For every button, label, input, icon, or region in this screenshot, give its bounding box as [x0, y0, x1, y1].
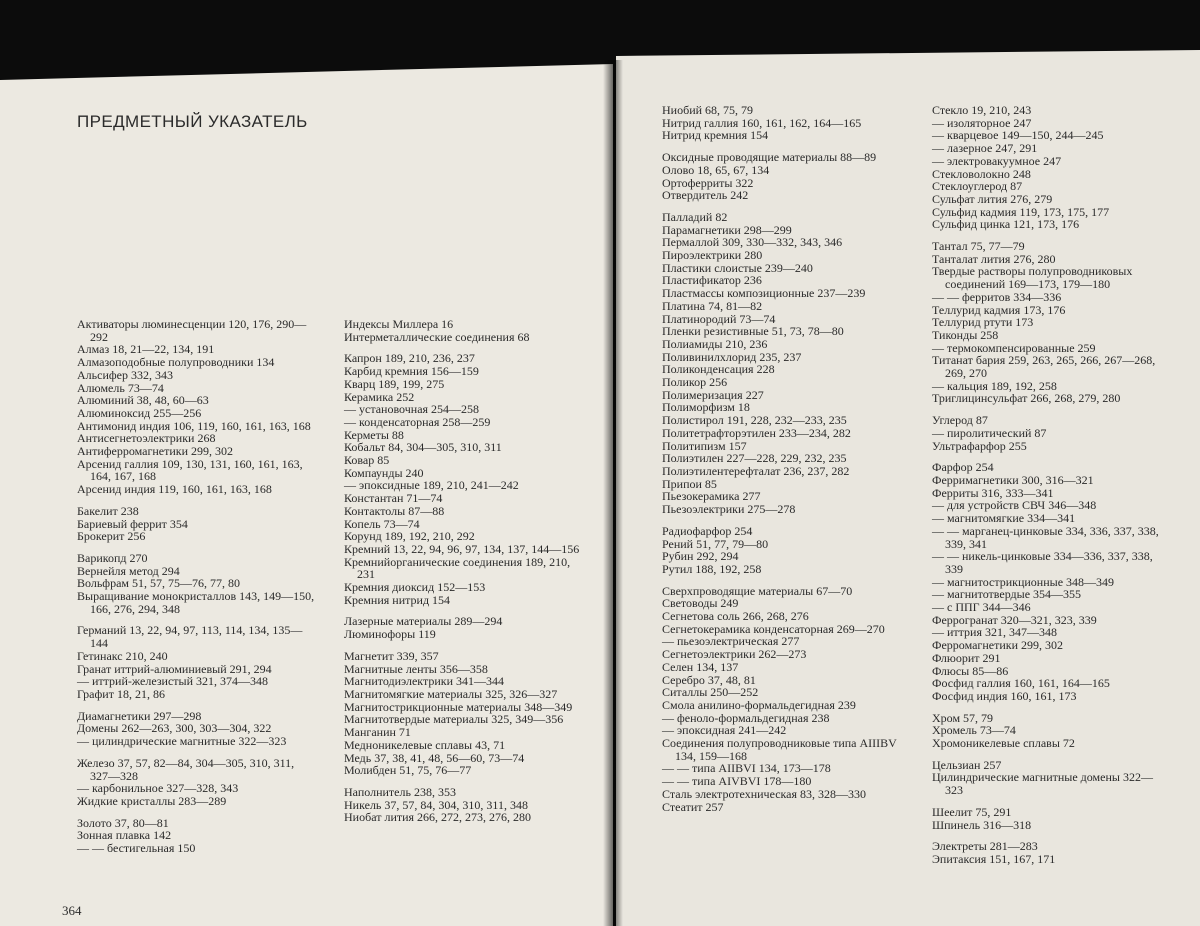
index-entry: — карбонильное 327—328, 343: [77, 781, 239, 796]
index-entry: Индексы Миллера 16: [344, 317, 454, 331]
index-entry: Стеатит 257: [662, 799, 724, 814]
index-entry: Теллурид кадмия 173, 176: [932, 302, 1066, 317]
index-entry: Ферриты 316, 333—341: [932, 485, 1054, 500]
index-entry: Цилиндрические магнитные домены 322—323: [932, 770, 1153, 798]
index-entry: Шпинель 316—318: [932, 817, 1032, 832]
index-entry: Ортоферриты 322: [662, 175, 754, 190]
index-letter-group: [662, 525, 898, 576]
index-entry: Домены 262—263, 300, 303—304, 322: [77, 721, 272, 736]
index-entry: Кремния диоксид 152—153: [344, 580, 486, 595]
index-column-2: [344, 318, 580, 824]
index-entry: Диамагнетики 297—298: [77, 708, 202, 723]
index-entry: Молибден 51, 75, 76—77: [344, 763, 472, 778]
index-entry: — иттрия 321, 347—348: [932, 625, 1057, 640]
index-entry: Магнитострикционные материалы 348—349: [344, 699, 573, 714]
index-entry: Теллурид ртути 173: [932, 315, 1034, 330]
index-entry: Полиамиды 210, 236: [662, 336, 768, 351]
index-entry: — кварцевое 149—150, 244—245: [932, 128, 1104, 143]
index-letter-group: [77, 318, 315, 496]
index-entry: — — типа AIVBVI 178—180: [662, 774, 812, 789]
index-entry: Ферримагнетики 300, 316—321: [932, 472, 1094, 487]
index-letter-group: [662, 585, 898, 814]
index-entry: Ковар 85: [344, 453, 390, 468]
index-entry: Пироэлектрики 280: [662, 248, 763, 263]
index-entry: — — марганец-цинковые 334, 336, 337, 338, 339, 341: [932, 523, 1159, 551]
index-entry: Эпитаксия 151, 167, 171: [932, 851, 1056, 866]
index-entry: Арсенид индия 119, 160, 161, 163, 168: [77, 482, 272, 497]
index-entry: Парамагнетики 298—299: [662, 222, 792, 237]
index-entry: Сульфид кадмия 119, 173, 175, 177: [932, 204, 1110, 219]
index-entry: Рутил 188, 192, 258: [662, 561, 762, 576]
index-entry: Нитрид галлия 160, 161, 162, 164—165: [662, 115, 862, 130]
index-entry: Сегнетова соль 266, 268, 276: [662, 609, 809, 624]
index-entry: Варикопд 270: [77, 550, 148, 565]
index-entry: Триглицинсульфат 266, 268, 279, 280: [932, 391, 1121, 406]
index-entry: Алмазоподобные полупроводники 134: [77, 355, 275, 370]
index-entry: Фарфор 254: [932, 460, 994, 475]
index-letter-group: [932, 104, 1168, 231]
index-entry: Кремнийорганические соединения 189, 210, 231: [344, 554, 571, 582]
index-letter-group: [77, 505, 315, 543]
index-letter-group: [932, 712, 1168, 750]
index-entry: — лазерное 247, 291: [932, 141, 1038, 156]
index-entry: Радиофарфор 254: [662, 523, 753, 538]
index-letter-group: [662, 151, 898, 202]
index-entry: Соединения полупроводниковые типа AIIIBV 134, 159—168: [662, 736, 897, 763]
index-entry: Гетинакс 210, 240: [77, 648, 168, 663]
index-entry: Пленки резистивные 51, 73, 78—80: [662, 324, 844, 339]
index-entry: Медь 37, 38, 41, 48, 56—60, 73—74: [344, 750, 525, 765]
index-entry: — с ППГ 344—346: [932, 600, 1031, 615]
index-entry: Керамика 252: [344, 389, 415, 404]
index-letter-group: [344, 615, 580, 640]
index-entry: — иттрий-железистый 321, 374—348: [77, 674, 269, 689]
index-entry: Графит 18, 21, 86: [77, 686, 165, 701]
index-entry: Ферромагнетики 299, 302: [932, 638, 1064, 653]
index-entry: Золото 37, 80—81: [77, 815, 169, 830]
index-entry: Поликор 256: [662, 375, 728, 390]
index-entry: Пластмассы композиционные 237—239: [662, 286, 866, 301]
index-heading: ПРЕДМЕТНЫЙ УКАЗАТЕЛЬ: [77, 112, 308, 131]
index-entry: Пермаллой 309, 330—332, 343, 346: [662, 235, 843, 250]
index-entry: — эпоксидные 189, 210, 241—242: [344, 478, 519, 493]
index-letter-group: [932, 806, 1168, 831]
index-entry: Углерод 87: [932, 413, 988, 428]
index-letter-group: [77, 710, 315, 748]
index-entry: Капрон 189, 210, 236, 237: [344, 351, 475, 366]
index-entry: Антимонид индия 106, 119, 160, 161, 163, 168: [77, 418, 311, 433]
index-entry: Копель 73—74: [344, 516, 420, 531]
index-entry: — — типа AIIBVI 134, 173—178: [662, 761, 831, 776]
index-entry: — термокомпенсированные 259: [932, 340, 1096, 355]
index-column-1: [77, 318, 315, 855]
index-entry: Шеелит 75, 291: [932, 804, 1012, 819]
index-entry: Компаунды 240: [344, 465, 424, 480]
index-entry: — цилиндрические магнитные 322—323: [77, 734, 287, 749]
index-letter-group: [344, 786, 580, 824]
index-entry: Фосфид галлия 160, 161, 164—165: [932, 676, 1110, 691]
index-entry: Рубин 292, 294: [662, 549, 739, 564]
index-entry: Полимеризация 227: [662, 387, 764, 402]
index-entry: Хром 57, 79: [932, 710, 994, 725]
page-number: 364: [62, 903, 82, 918]
index-entry: — установочная 254—258: [344, 402, 480, 417]
index-entry: Цельзиан 257: [932, 757, 1002, 772]
index-entry: Кремния нитрид 154: [344, 592, 451, 607]
index-entry: Твердые растворы полупроводниковых соединений 169—173, 179—180: [932, 264, 1133, 292]
index-entry: Арсенид галлия 109, 130, 131, 160, 161, 163, 164, 167, 168: [77, 456, 303, 484]
index-entry: Алюминоксид 255—256: [77, 405, 202, 420]
index-entry: — магнитомягкие 334—341: [932, 511, 1076, 526]
index-letter-group: [77, 624, 315, 700]
index-entry: Отвердитель 242: [662, 188, 749, 203]
index-entry: — — никель-цинковые 334—336, 337, 338, 339: [932, 549, 1153, 576]
index-entry: Алюминий 38, 48, 60—63: [77, 393, 209, 408]
index-entry: Алюмель 73—74: [77, 380, 164, 395]
index-entry: Интерметаллические соединения 68: [344, 329, 530, 344]
index-entry: Магнитотвердые материалы 325, 349—356: [344, 712, 564, 727]
index-entry: Флюорит 291: [932, 650, 1001, 665]
index-entry: — пьезоэлектрическая 277: [662, 634, 800, 649]
index-entry: Керметы 88: [344, 427, 404, 442]
index-entry: Никель 37, 57, 84, 304, 310, 311, 348: [344, 797, 528, 812]
index-entry: Серебро 37, 48, 81: [662, 672, 756, 687]
index-entry: Платина 74, 81—82: [662, 298, 763, 313]
index-entry: — электровакуумное 247: [932, 153, 1062, 168]
index-entry: Хромоникелевые сплавы 72: [932, 736, 1075, 751]
index-entry: Магнитомягкие материалы 325, 326—327: [344, 686, 558, 701]
index-entry: Константан 71—74: [344, 491, 443, 506]
index-entry: Гранат иттрий-алюминиевый 291, 294: [77, 661, 272, 676]
index-entry: Кремний 13, 22, 94, 96, 97, 134, 137, 144—156: [344, 541, 580, 556]
index-letter-group: [932, 414, 1168, 452]
index-entry: — для устройств СВЧ 346—348: [932, 498, 1097, 513]
index-column-4: [932, 104, 1168, 866]
index-entry: — — бестигельная 150: [77, 841, 196, 856]
index-letter-group: [662, 211, 898, 516]
index-entry: — магнитотвердые 354—355: [932, 587, 1082, 602]
index-entry: Бакелит 238: [77, 503, 139, 518]
index-entry: Полиморфизм 18: [662, 400, 750, 415]
index-entry: — — ферритов 334—336: [932, 289, 1062, 304]
index-entry: Хромель 73—74: [932, 723, 1016, 738]
index-entry: Политетрафторэтилен 233—234, 282: [662, 425, 851, 440]
index-entry: Палладий 82: [662, 209, 728, 224]
index-entry: Сегнетокерамика конденсаторная 269—270: [662, 621, 885, 636]
index-entry: Магнитодиэлектрики 341—344: [344, 674, 505, 689]
index-entry: Наполнитель 238, 353: [344, 784, 456, 799]
index-letter-group: [932, 461, 1168, 702]
index-entry: Фосфид индия 160, 161, 173: [932, 688, 1077, 703]
index-entry: Полиэтилен 227—228, 229, 232, 235: [662, 451, 847, 466]
index-letter-group: [77, 757, 315, 808]
index-entry: Германий 13, 22, 94, 97, 113, 114, 134, 135—144: [77, 623, 303, 651]
index-entry: Медноникелевые сплавы 43, 71: [344, 737, 506, 752]
index-entry: Стекло 19, 210, 243: [932, 103, 1032, 117]
index-entry: Жидкие кристаллы 283—289: [77, 793, 227, 808]
index-entry: Активаторы люминесценции 120, 176, 290—292: [77, 317, 307, 344]
index-entry: Платинородий 73—74: [662, 311, 776, 326]
index-entry: — эпоксидная 241—242: [662, 723, 787, 738]
index-letter-group: [77, 817, 315, 855]
index-entry: Танталат лития 276, 280: [932, 251, 1056, 266]
index-entry: Альсифер 332, 343: [77, 367, 173, 382]
index-entry: Магнитные ленты 356—358: [344, 661, 488, 676]
index-entry: Выращивание монокристаллов 143, 149—150, 166, 276, 294, 348: [77, 589, 315, 616]
index-entry: Люминофоры 119: [344, 627, 436, 642]
index-entry: Пластики слоистые 239—240: [662, 260, 813, 275]
index-entry: Сульфид цинка 121, 173, 176: [932, 217, 1080, 232]
index-letter-group: [662, 104, 898, 142]
index-entry: Железо 37, 57, 82—84, 304—305, 310, 311, 327—328: [77, 755, 295, 783]
index-entry: Тантал 75, 77—79: [932, 239, 1025, 254]
index-entry: Сталь электротехническая 83, 328—330: [662, 786, 867, 801]
index-entry: Кобальт 84, 304—305, 310, 311: [344, 440, 502, 455]
index-entry: Олово 18, 65, 67, 134: [662, 162, 770, 177]
index-entry: Контактолы 87—88: [344, 503, 445, 518]
index-entry: — пиролитический 87: [932, 425, 1047, 440]
index-entry: Тиконды 258: [932, 327, 999, 342]
index-entry: Алмаз 18, 21—22, 134, 191: [77, 342, 215, 357]
index-entry: Титанат бария 259, 263, 265, 266, 267—268, 269, 270: [932, 353, 1156, 381]
index-entry: Манганин 71: [344, 725, 411, 740]
index-entry: Оксидные проводящие материалы 88—89: [662, 150, 877, 165]
index-entry: Пластификатор 236: [662, 273, 762, 288]
index-entry: Флюсы 85—86: [932, 663, 1009, 678]
index-entry: Поликонденсация 228: [662, 362, 775, 377]
index-letter-group: [344, 650, 580, 777]
index-entry: Ультрафарфор 255: [932, 438, 1027, 453]
index-entry: Корунд 189, 192, 210, 292: [344, 529, 475, 544]
index-entry: Смола анилино-формальдегидная 239: [662, 697, 856, 712]
index-entry: Стеклоуглерод 87: [932, 179, 1023, 194]
index-entry: Политипизм 157: [662, 438, 747, 453]
index-entry: — кальция 189, 192, 258: [932, 378, 1057, 393]
index-entry: Ниобат лития 266, 272, 273, 276, 280: [344, 810, 532, 825]
index-entry: Брокерит 256: [77, 529, 146, 544]
index-entry: Полистирол 191, 228, 232—233, 235: [662, 413, 847, 428]
index-entry: Припои 85: [662, 476, 717, 491]
index-entry: Электреты 281—283: [932, 839, 1038, 854]
index-entry: Нитрид кремния 154: [662, 128, 769, 143]
index-entry: — магнитострикционные 348—349: [932, 574, 1115, 589]
index-entry: Пьезокерамика 277: [662, 489, 761, 504]
index-entry: Сульфат лития 276, 279: [932, 191, 1053, 206]
index-letter-group: [932, 240, 1168, 405]
index-entry: Световоды 249: [662, 596, 739, 611]
index-entry: Зонная плавка 142: [77, 828, 172, 843]
index-entry: Ситаллы 250—252: [662, 685, 759, 700]
index-entry: Антисегнетоэлектрики 268: [77, 431, 216, 446]
index-letter-group: [344, 318, 580, 343]
index-letter-group: [77, 552, 315, 616]
index-entry: — феноло-формальдегидная 238: [662, 710, 830, 725]
index-letter-group: [344, 352, 580, 606]
index-entry: Бариевый феррит 354: [77, 516, 188, 531]
index-entry: Феррогранат 320—321, 323, 339: [932, 612, 1097, 627]
index-entry: — изоляторное 247: [932, 115, 1032, 130]
index-entry: Карбид кремния 156—159: [344, 364, 479, 379]
index-entry: Магнетит 339, 357: [344, 648, 439, 663]
index-entry: Вернейля метод 294: [77, 563, 180, 578]
index-column-3: [662, 104, 898, 813]
index-entry: Сверхпроводящие материалы 67—70: [662, 583, 853, 598]
index-entry: Ниобий 68, 75, 79: [662, 103, 754, 117]
index-entry: Поливинилхлорид 235, 237: [662, 349, 802, 364]
index-letter-group: [932, 840, 1168, 865]
index-entry: Рений 51, 77, 79—80: [662, 536, 769, 551]
index-entry: Селен 134, 137: [662, 659, 739, 674]
index-entry: Стекловолокно 248: [932, 166, 1031, 181]
index-entry: Лазерные материалы 289—294: [344, 614, 503, 629]
index-entry: Пьезоэлектрики 275—278: [662, 502, 796, 517]
index-entry: Антиферромагнетики 299, 302: [77, 444, 234, 459]
index-entry: Сегнетоэлектрики 262—273: [662, 647, 807, 662]
index-entry: Кварц 189, 199, 275: [344, 376, 445, 391]
index-letter-group: [932, 759, 1168, 797]
index-entry: — конденсаторная 258—259: [344, 414, 491, 429]
index-entry: Вольфрам 51, 57, 75—76, 77, 80: [77, 576, 241, 591]
index-entry: Полиэтилентерефталат 236, 237, 282: [662, 463, 850, 478]
